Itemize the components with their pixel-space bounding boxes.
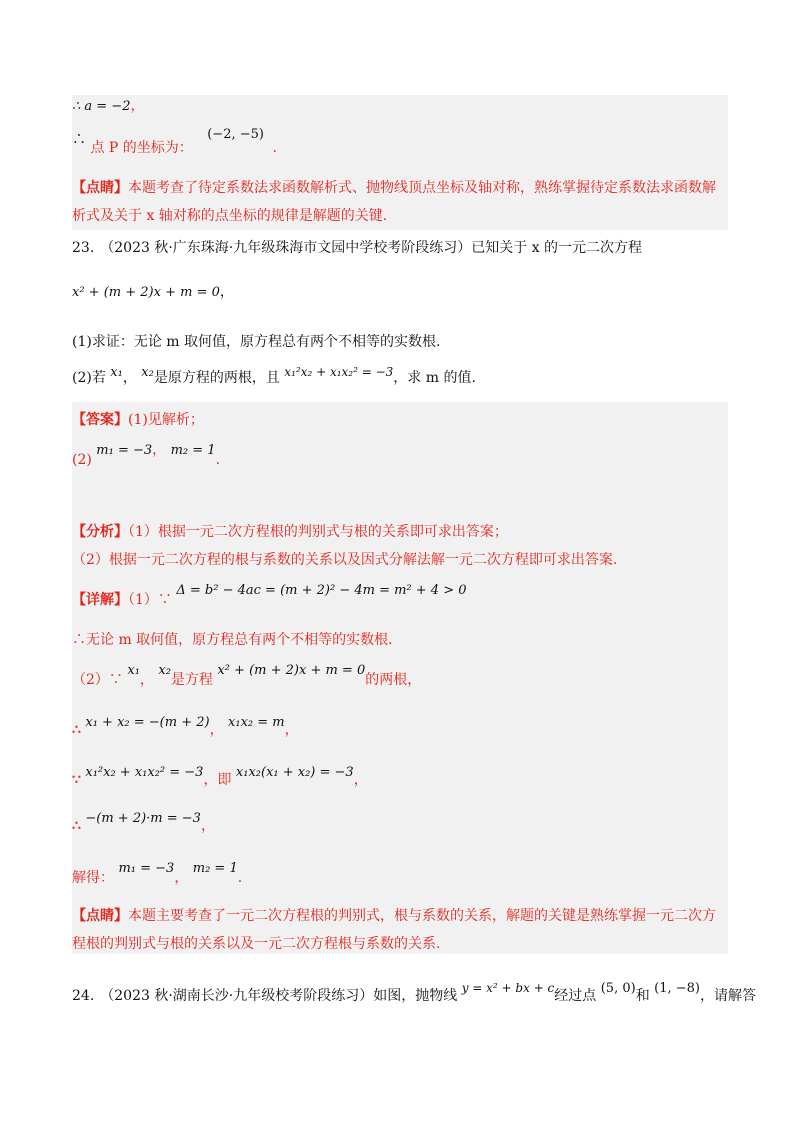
answer-line-2: (2) m₁ = −3， m₂ = 1. bbox=[72, 442, 221, 468]
detail-line-3: （2）∵ x₁， x₂是方程 x² + (m + 2)x + m = 0的两根， bbox=[72, 663, 422, 688]
q24-header: 24. （2023 秋·湖南长沙·九年级校考阶段练习）如图，抛物线 y = x² + bx + c经过点 (5, 0)和 (1, −8)，请解答 bbox=[72, 981, 756, 1004]
comment-label: 【点睛】 bbox=[72, 180, 128, 196]
question-number: 24. bbox=[72, 988, 95, 1004]
detail-line-6: ∴ −(m + 2)·m = −3， bbox=[72, 811, 215, 834]
analysis-line-2: （2）根据一元二次方程的根与系数的关系以及因式分解法解一元二次方程即可求出答案. bbox=[72, 552, 618, 568]
analysis-label: 【分析】 bbox=[72, 524, 128, 540]
q23-header bbox=[72, 238, 642, 258]
detail-line-4: ∴ x₁ + x₂ = −(m + 2)， x₁x₂ = m， bbox=[72, 715, 299, 738]
comment-line-2: 程根的判别式与根的关系以及一元二次方程根与系数的关系. bbox=[72, 936, 441, 952]
detail-line-7: 解得： m₁ = −3， m₂ = 1. bbox=[72, 861, 243, 886]
prev-point-text: 点 P 的坐标为： bbox=[90, 140, 193, 156]
prev-line-2: ∴ 点 P 的坐标为： (−2, −5) . bbox=[72, 127, 277, 156]
q23-equation: x² + (m + 2)x + m = 0， bbox=[72, 284, 234, 300]
detail-line-5: ∵ x₁²x₂ + x₁x₂² = −3，即 x₁x₂(x₁ + x₂) = −3， bbox=[72, 765, 368, 788]
answer-label: 【答案】 bbox=[72, 412, 128, 428]
detail-line-1: 【详解】（1）∵ Δ = b² − 4ac = (m + 2)² − 4m = m² + 4 > 0 bbox=[72, 583, 467, 608]
answer-line-1: 【答案】(1)见解析； bbox=[72, 412, 204, 428]
detail-label: 【详解】 bbox=[72, 592, 128, 608]
q23-part1: (1)求证：无论 m 取何值，原方程总有两个不相等的实数根. bbox=[72, 334, 441, 350]
prev-line-1: ∴ a = −2， bbox=[72, 98, 145, 114]
prev-math-a: ∴ a = −2 bbox=[72, 99, 131, 114]
comment-line-1: 【点睛】本题主要考查了一元二次方程根的判别式，根与系数的关系，解题的关键是熟练掌握一元二次方 bbox=[72, 908, 716, 924]
prev-comment-2: 析式及关于 x 轴对称的点坐标的规律是解题的关键. bbox=[72, 208, 388, 224]
q23-part2: (2)若 x₁， x₂是原方程的两根，且 x₁²x₂ + x₁x₂² = −3，求 m 的值. bbox=[72, 365, 476, 386]
prev-comment-1: 【点睛】本题考查了待定系数法求函数解析式、抛物线顶点坐标及轴对称，熟练掌握待定系数法求函数解 bbox=[72, 180, 716, 196]
question-source: （2023 秋·广东珠海·九年级珠海市文园中学校考阶段练习）已知关于 x 的一元二次方程 bbox=[100, 240, 643, 256]
comment-label: 【点睛】 bbox=[72, 908, 128, 924]
analysis-line-1: 【分析】（1）根据一元二次方程根的判别式与根的关系即可求出答案； bbox=[72, 524, 508, 540]
prev-point-coord: (−2, −5) bbox=[207, 127, 264, 142]
detail-line-2: ∴无论 m 取何值，原方程总有两个不相等的实数根. bbox=[72, 632, 393, 648]
question-number: 23. bbox=[72, 240, 95, 256]
